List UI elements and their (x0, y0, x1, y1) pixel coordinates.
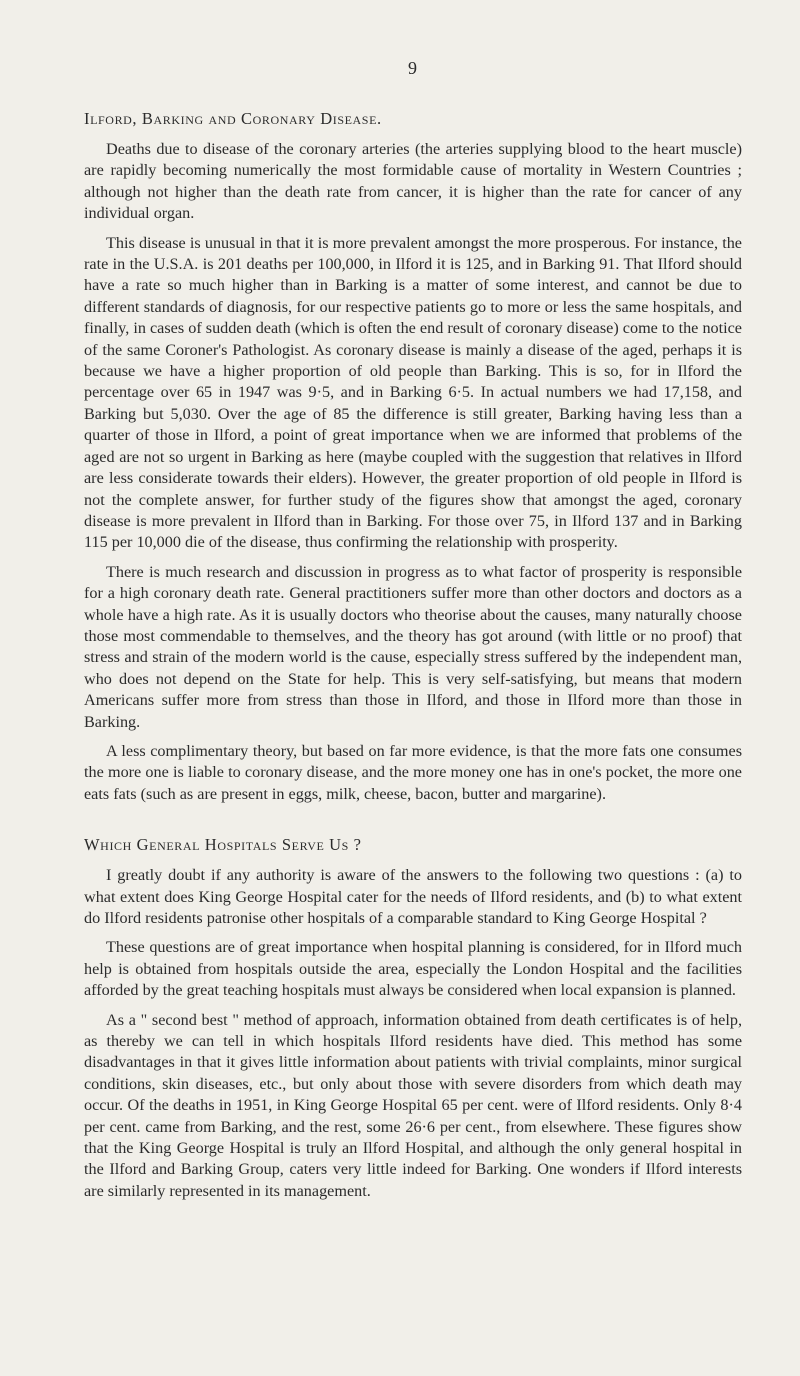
paragraph: There is much research and discussion in progress as to what factor of prosperity is responsible for a high coronary death rate. General practitioners suffer more than other doctors and doctors as a whole have a high rate. As it is usually doctors who theorise about the causes, many naturally choose those most commendable to themselves, and the theory has got around (with little or no proof) that stress and strain of the modern world is the cause, especially stress suffered by the independent man, who does not depend on the State for help. This is very self-satisfying, but means that modern Americans suffer more from stress than those in Ilford, and those in Ilford more than those in Barking. (84, 562, 742, 731)
section-general-hospitals (84, 835, 742, 1202)
paragraph: A less complimentary theory, but based on far more evidence, is that the more fats one consumes the more one is liable to coronary disease, and the more money one has in one's pocket, the more one eats fats (such as are present in eggs, milk, cheese, bacon, butter and margarine). (84, 741, 742, 803)
section-coronary-disease (84, 109, 742, 805)
paragraph: I greatly doubt if any authority is aware of the answers to the following two questions : (a) to what extent does King George Hospital cater for the needs of Ilford residents, and (b) to what extent do Ilford residents patronise other hospitals of a comparable standard to King George Hospital ? (84, 866, 742, 927)
page-number: 9 (408, 58, 418, 78)
paragraph: This disease is unusual in that it is more prevalent amongst the more prosperous. For instance, the rate in the U.S.A. is 201 deaths per 100,000, in Ilford it is 125, and in Barking 91. That Ilford should have a rate so much higher than in Barking is a matter of some interest, and cannot be due to different standards of diagnosis, for our respective patients go to more or less the same hospitals, and finally, in cases of sudden death (which is often the end result of coronary disease) come to the notice of the same Coroner's Pathologist. As coronary disease is mainly a disease of the aged, perhaps it is because we have a higher proportion of old people than Barking. This is so, for in Ilford the percentage over 65 in 1947 was 9·5, and in Barking 6·5. In actual numbers we had 17,158, and Barking but 5,030. Over the age of 85 the difference is still greater, Barking having less than a quarter of those in Ilford, a point of great importance when we are informed that problems of the aged are not so urgent in Barking as here (maybe coupled with the suggestion that relatives in Ilford are less considerate towards their elders). However, the greater proportion of old people in Ilford is not the complete answer, for further study of the figures show that amongst the aged, coronary disease is more prevalent in Ilford than in Barking. For those over 75, in Ilford 137 and in Barking 115 per 10,000 die of the disease, thus confirming the relationship with prosperity. (84, 233, 742, 552)
paragraph: These questions are of great importance when hospital planning is considered, for in Ilford much help is obtained from hospitals outside the area, especially the London Hospital and the facilities afforded by the great teaching hospitals must always be considered when local expansion is planned. (84, 938, 742, 1000)
section-heading: Ilford, Barking and Coronary Disease. (84, 109, 382, 128)
paragraph: As a " second best " method of approach, information obtained from death certificates is of help, as thereby we can tell in which hospitals Ilford residents have died. This method has some disadvantages in that it gives little information about patients with trivial complaints, minor surgical conditions, skin diseases, etc., but only about those with severe disorders from which death may occur. Of the deaths in 1951, in King George Hospital 65 per cent. were of Ilford residents. Only 8·4 per cent. came from Barking, and the rest, some 26·6 per cent., from elsewhere. These figures show that the King George Hospital is truly an Ilford Hospital, and although the only general hospital in the Ilford and Barking Group, caters very little indeed for Barking. One wonders if Ilford interests are similarly represented in its management. (84, 1010, 742, 1200)
paragraph: Deaths due to disease of the coronary arteries (the arteries supplying blood to the heart muscle) are rapidly becoming numerically the most formidable cause of mortality in Western Countries ; although not higher than the death rate from cancer, it is higher than the rate for cancer of any individual organ. (84, 140, 742, 223)
section-heading: Which General Hospitals Serve Us ? (84, 835, 362, 855)
